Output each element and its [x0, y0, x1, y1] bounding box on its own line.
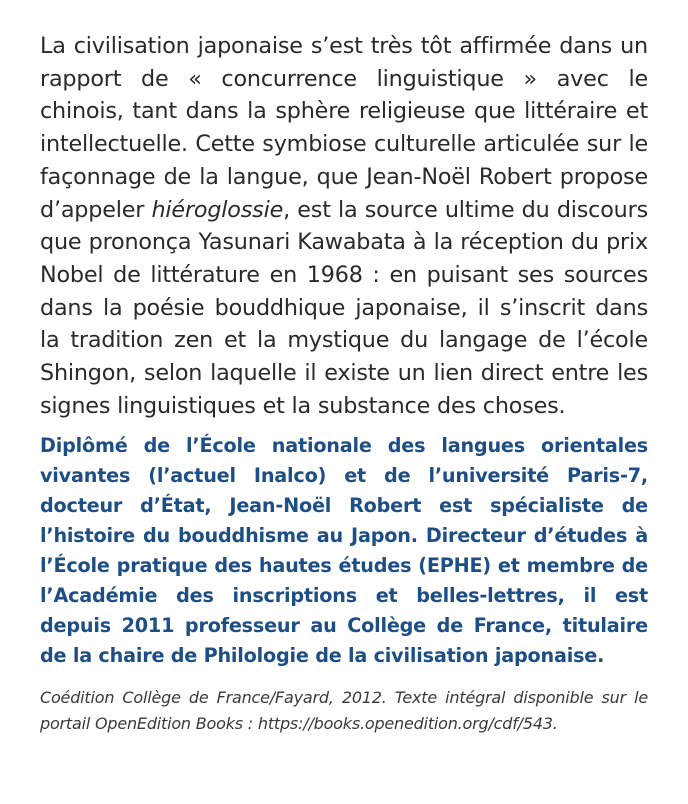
summary-paragraph — [40, 30, 648, 422]
summary-text-end: , est la source ultime du discours que prononça Yasunari Kawabata à la réception du prix Nobel de littérature en 1968 : en puisant ses sources dans la poésie bouddhique japonaise, il s’inscrit dans la tradition zen et la mystique du langage de l’école Shingon, selon laquelle il existe un lien direct entre les signes linguistiques et la substance des choses. — [40, 196, 648, 419]
back-cover-text — [40, 30, 648, 737]
author-bio-paragraph: Diplômé de l’École nationale des langues orientales vivantes (l’actuel Inalco) et de l’université Paris-7, docteur d’État, Jean-Noël Robert est spécialiste de l’histoire du bouddhisme au Japon. Directeur d’études à l’École pratique des hautes études (EPHE) et membre de l’Académie des inscriptions et belles-lettres, il est depuis 2011 professeur au Collège de France, titulaire de la chaire de Philologie de la civilisation japonaise. — [40, 434, 648, 667]
summary-text-start: La civilisation japonaise s’est très tôt affirmée dans un rapport de « concurrence linguistique » avec le chinois, tant dans la sphère religieuse que littéraire et intellectuelle. Cette symbiose culturelle articulée sur le façonnage de la langue, que Jean-Noël Robert propose d’appeler — [40, 33, 648, 223]
italic-term-hieroglossie: hiéroglossie — [151, 196, 284, 223]
publication-credit: Coédition Collège de France/Fayard, 2012. Texte intégral disponible sur le portail OpenEdition Books : https://books.openedition.org/cdf/543. — [40, 687, 648, 733]
